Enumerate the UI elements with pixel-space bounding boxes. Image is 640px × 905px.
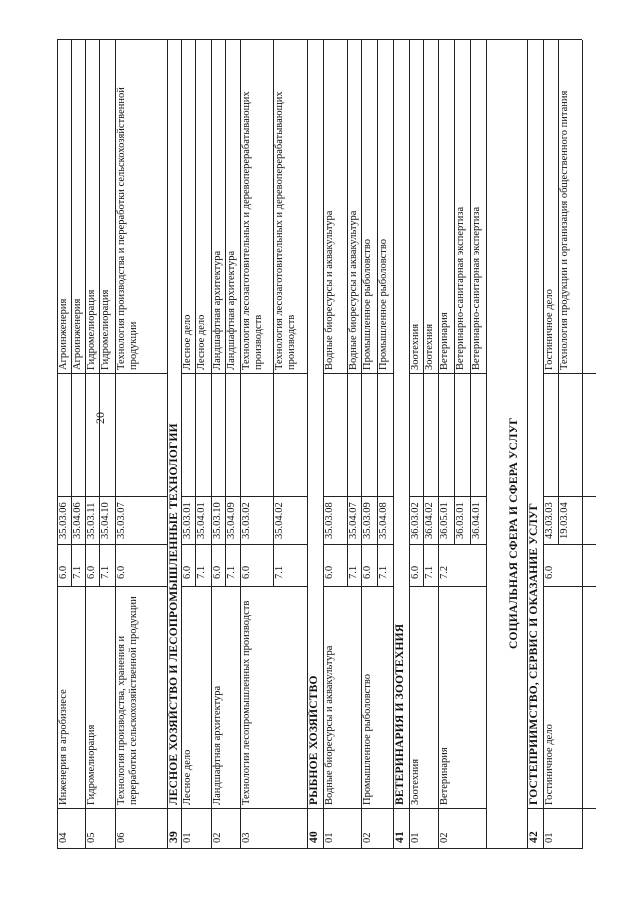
table-column-rule [409, 373, 423, 374]
table-row-rule [307, 374, 308, 497]
specialty-name: Лесное дело [182, 314, 193, 370]
section-title: РЫБНОЕ ХОЗЯЙСТВО [308, 675, 320, 805]
table-row-rule [273, 374, 274, 497]
direction-name: Зоотехния [410, 758, 421, 805]
table-column-rule [323, 373, 347, 374]
table-column-rule [347, 544, 361, 545]
specialty-name: Промышленное рыболовство [362, 239, 373, 370]
table-row-rule [393, 497, 394, 545]
row-number: 06 [116, 832, 127, 843]
direction-name: Промышленное рыболовство [362, 674, 373, 805]
table-column-rule [527, 808, 543, 809]
section-title: ЛЕСНОЕ ХОЗЯЙСТВО И ЛЕСОПРОМЫШЛЕННЫЕ ТЕХНОЛОГИИ [168, 423, 180, 805]
page-number: 20 [93, 412, 107, 424]
table-column-rule [195, 373, 211, 374]
specialty-code: 35.04.10 [100, 502, 111, 539]
specialty-name: Агроинженерия [58, 298, 69, 370]
table-column-rule [240, 808, 273, 809]
specialty-code: 35.04.09 [226, 502, 237, 539]
table-column-rule [558, 586, 596, 587]
table-column-rule [181, 586, 195, 587]
table-column-rule [57, 808, 71, 809]
table-column-rule [195, 586, 211, 587]
table-column-rule [438, 373, 454, 374]
table-column-rule [393, 808, 409, 809]
table-column-rule [423, 373, 438, 374]
specialty-code: 36.04.02 [424, 502, 435, 539]
table-row-rule [409, 374, 410, 497]
specialty-code: 35.04.07 [348, 502, 359, 539]
row-number: 02 [362, 832, 373, 843]
table-column-rule [240, 586, 273, 587]
table-column-rule [377, 808, 393, 809]
table-column-rule [323, 586, 347, 587]
row-number: 05 [86, 832, 97, 843]
specialty-name: Гидромелиорация [86, 289, 97, 370]
table-column-rule [347, 586, 361, 587]
table-column-rule [195, 808, 211, 809]
specialty-name: Водные биоресурсы и аквакультура [348, 210, 359, 370]
table-row-rule [307, 497, 308, 545]
level-code: 7.1 [196, 565, 207, 579]
table-column-rule [438, 544, 454, 545]
row-number: 03 [241, 832, 252, 843]
specialty-code: 35.04.08 [378, 502, 389, 539]
table-column-rule [377, 586, 393, 587]
table-column-rule [211, 373, 225, 374]
table-column-rule [423, 586, 438, 587]
table-row-rule [71, 374, 72, 497]
level-code: 7.1 [72, 565, 83, 579]
table-column-rule [167, 808, 181, 809]
specialty-code: 35.04.06 [72, 502, 83, 539]
table-column-rule [361, 586, 377, 587]
specialty-name: Ветеринарно-санитарная экспертиза [471, 206, 482, 370]
specialty-name: Технология лесозаготовительных и деревоперерабатывающих производств [241, 91, 264, 370]
section-title: ГОСТЕПРИИМСТВО, СЕРВИС И ОКАЗАНИЕ УСЛУГ [528, 502, 540, 805]
level-code: 7.1 [274, 565, 285, 579]
specialty-code: 36.05.01 [439, 502, 450, 539]
table-row-rule [438, 374, 439, 497]
table-column-rule [85, 544, 99, 545]
table-column-rule [273, 586, 307, 587]
table-column-rule [307, 808, 323, 809]
table-column-rule [470, 544, 486, 545]
table-column-rule [347, 808, 361, 809]
table-column-rule [57, 373, 71, 374]
specialty-name: Технология производства и переработки сельскохозяйственной продукции [116, 87, 139, 370]
level-code: 6.0 [86, 565, 97, 579]
table-column-rule [361, 544, 377, 545]
section-title: ВЕТЕРИНАРИЯ И ЗООТЕХНИЯ [394, 623, 406, 805]
table-row-rule [347, 374, 348, 497]
row-number: 01 [544, 832, 555, 843]
table-column-rule [240, 544, 273, 545]
table-row-rule [99, 374, 100, 497]
level-code: 6.0 [58, 565, 69, 579]
level-code: 6.0 [544, 565, 555, 579]
table-column-rule [543, 544, 558, 545]
specialty-name: Гостиничное дело [544, 289, 555, 370]
level-code: 6.0 [362, 565, 373, 579]
direction-name: Инженерия в агробизнесе [58, 689, 69, 805]
specialty-name: Промышленное рыболовство [378, 239, 389, 370]
table-column-rule [225, 808, 240, 809]
table-column-rule [195, 544, 211, 545]
specialty-code: 36.03.02 [410, 502, 421, 539]
table-column-rule [273, 373, 307, 374]
table-column-rule [323, 544, 347, 545]
section-number: 39 [168, 831, 180, 843]
table-row-rule [307, 40, 308, 374]
table-row-rule [470, 374, 471, 497]
table-column-rule [273, 808, 307, 809]
table-row-rule [486, 587, 487, 809]
specialty-code: 35.03.10 [212, 502, 223, 539]
specialty-name: Технология лесозаготовительных и деревоперерабатывающих производств [274, 91, 297, 370]
table-column-rule [409, 808, 423, 809]
table-column-rule [71, 808, 85, 809]
table-column-rule [454, 373, 470, 374]
table-column-rule [470, 808, 486, 809]
section-number: 42 [528, 831, 540, 843]
table-column-rule [438, 808, 454, 809]
table-column-rule [470, 586, 486, 587]
table-column-rule [377, 544, 393, 545]
table-row-rule [307, 545, 308, 587]
row-number: 01 [410, 832, 421, 843]
table-column-rule [99, 373, 115, 374]
table-row-rule [393, 545, 394, 587]
table-column-rule [57, 848, 582, 849]
table-row-rule [486, 40, 487, 374]
table-column-rule [409, 586, 423, 587]
row-number: 04 [58, 832, 69, 843]
specialty-code: 36.04.01 [471, 502, 482, 539]
table-row-rule [195, 374, 196, 497]
table-column-rule [211, 544, 225, 545]
table-column-rule [71, 373, 85, 374]
section-number: 40 [308, 831, 320, 843]
specialty-code: 35.03.11 [86, 502, 97, 539]
table-column-rule [543, 373, 558, 374]
table-row-rule [558, 374, 559, 497]
specialty-code: 35.03.07 [116, 502, 127, 539]
direction-name: Технология производства, хранения и переработки сельскохозяйственной продукции [116, 596, 139, 805]
specialty-code: 36.03.01 [455, 502, 466, 539]
table-row-rule [543, 374, 544, 497]
specialty-code: 35.03.01 [182, 502, 193, 539]
table-column-rule [558, 373, 596, 374]
level-code: 7.1 [100, 565, 111, 579]
table-column-rule [115, 373, 167, 374]
table-row-rule [486, 497, 487, 545]
table-column-rule [225, 586, 240, 587]
sphere-title: СОЦИАЛЬНАЯ СФЕРА И СФЕРА УСЛУГ [508, 417, 520, 649]
table-column-rule [438, 586, 454, 587]
table-row-rule [486, 374, 487, 497]
table-column-rule [409, 544, 423, 545]
specialty-code: 35.03.02 [241, 502, 252, 539]
row-number: 01 [182, 832, 193, 843]
table-row-rule [115, 374, 116, 497]
table-row-rule [181, 374, 182, 497]
table-row-rule [527, 40, 528, 374]
section-number: 41 [394, 831, 406, 843]
table-row-rule [486, 545, 487, 587]
specialty-code: 35.03.09 [362, 502, 373, 539]
table-column-rule [543, 586, 558, 587]
level-code: 7.2 [439, 565, 450, 579]
table-column-rule [361, 373, 377, 374]
table-column-rule [454, 544, 470, 545]
table-column-rule [211, 808, 225, 809]
table-row-rule [486, 809, 487, 849]
specialty-name: Водные биоресурсы и аквакультура [324, 210, 335, 370]
table-column-rule [181, 373, 195, 374]
level-code: 6.0 [324, 565, 335, 579]
row-number: 01 [324, 832, 335, 843]
level-code: 6.0 [410, 565, 421, 579]
level-code: 6.0 [182, 565, 193, 579]
specialty-name: Агроинженерия [72, 298, 83, 370]
direction-name: Гидромелиорация [86, 724, 97, 805]
level-code: 7.1 [378, 565, 389, 579]
specialty-name: Зоотехния [424, 323, 435, 370]
table-column-rule [181, 808, 195, 809]
specialty-code: 35.03.06 [58, 502, 69, 539]
table-column-rule [558, 808, 596, 809]
level-code: 7.1 [226, 565, 237, 579]
table-row-rule [85, 374, 86, 497]
table-column-rule [99, 586, 115, 587]
table-column-rule [57, 39, 582, 40]
table-column-rule [71, 544, 85, 545]
table-column-rule [558, 544, 596, 545]
level-code: 7.1 [348, 565, 359, 579]
specialty-name: Ветеринария [439, 312, 450, 370]
specialty-name: Гидромелиорация [100, 289, 111, 370]
table-column-rule [85, 586, 99, 587]
specialty-name: Зоотехния [410, 323, 421, 370]
table-row-rule [582, 40, 583, 849]
table-column-rule [115, 808, 167, 809]
row-number: 02 [439, 832, 450, 843]
table-row-rule [240, 374, 241, 497]
table-row-rule [361, 374, 362, 497]
table-row-rule [323, 374, 324, 497]
specialty-name: Ландшафтная архитектура [212, 250, 223, 370]
table-column-rule [361, 808, 377, 809]
table-column-rule [57, 544, 71, 545]
table-row-rule [377, 374, 378, 497]
direction-name: Водные биоресурсы и аквакультура [324, 645, 335, 805]
table-column-rule [347, 373, 361, 374]
table-column-rule [85, 373, 99, 374]
table-row-rule [211, 374, 212, 497]
table-column-rule [423, 544, 438, 545]
table-column-rule [454, 808, 470, 809]
specialty-code: 19.03.04 [559, 502, 570, 539]
direction-name: Ветеринария [439, 747, 450, 805]
row-number: 02 [212, 832, 223, 843]
table-column-rule [543, 808, 558, 809]
level-code: 6.0 [241, 565, 252, 579]
specialty-code: 43.03.03 [544, 502, 555, 539]
table-row-rule [393, 40, 394, 374]
table-column-rule [211, 586, 225, 587]
specialty-name: Ландшафтная архитектура [226, 250, 237, 370]
specialty-name: Ветеринарно-санитарная экспертиза [455, 206, 466, 370]
table-column-rule [454, 586, 470, 587]
table-row-rule [454, 374, 455, 497]
table-column-rule [323, 808, 347, 809]
table-column-rule [99, 808, 115, 809]
table-column-rule [71, 586, 85, 587]
table-column-rule [377, 373, 393, 374]
table-column-rule [225, 544, 240, 545]
direction-name: Гостиничное дело [544, 724, 555, 805]
level-code: 7.1 [424, 565, 435, 579]
level-code: 6.0 [116, 565, 127, 579]
table-column-rule [240, 373, 273, 374]
direction-name: Лесное дело [182, 749, 193, 805]
table-column-rule [225, 373, 240, 374]
table-column-rule [273, 544, 307, 545]
direction-name: Технологии лесопромышленных производств [241, 600, 252, 805]
specialty-name: Технология продукции и организация общественного питания [559, 90, 570, 370]
table-row-rule [527, 374, 528, 497]
table-row-rule [393, 374, 394, 497]
table-row-rule [423, 374, 424, 497]
table-column-rule [115, 544, 167, 545]
table-row-rule [167, 40, 168, 374]
table-column-rule [423, 808, 438, 809]
specialty-code: 35.04.01 [196, 502, 207, 539]
direction-name: Ландшафтная архитектура [212, 685, 223, 805]
specialties-table [57, 40, 582, 849]
table-column-rule [115, 586, 167, 587]
specialty-name: Лесное дело [196, 314, 207, 370]
level-code: 6.0 [212, 565, 223, 579]
table-column-rule [181, 544, 195, 545]
specialty-code: 35.04.02 [274, 502, 285, 539]
table-column-rule [57, 586, 71, 587]
specialty-code: 35.03.08 [324, 502, 335, 539]
table-row-rule [225, 374, 226, 497]
table-column-rule [99, 544, 115, 545]
table-column-rule [85, 808, 99, 809]
table-column-rule [470, 373, 486, 374]
